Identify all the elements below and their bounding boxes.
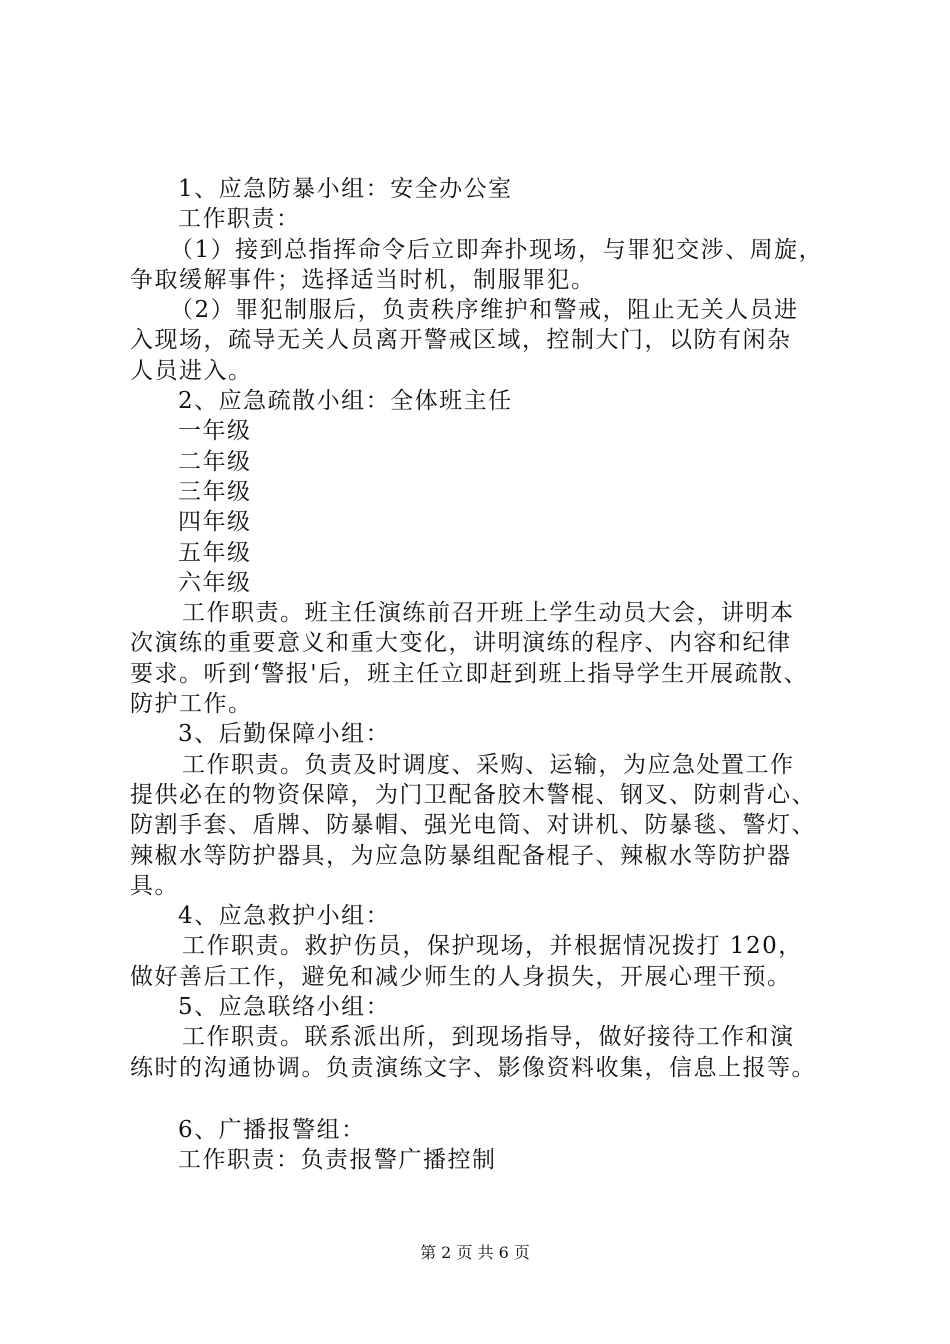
paragraph-line: （1）接到总指挥命令后立即奔扑现场，与罪犯交涉、周旋， [170,236,824,263]
list-item: 五年级 [178,539,252,566]
list-item: 一年级 [178,418,252,445]
paragraph-line: 工作职责。联系派出所，到现场指导，做好接待工作和演 [182,1024,795,1051]
paragraph-line: 辣椒水等防护器具，为应急防暴组配备棍子、辣椒水等防护器 [130,842,792,869]
list-item: 三年级 [178,478,252,505]
section-heading: 3、后勤保障小组： [178,721,391,748]
section-heading: 1、应急防暴小组：安全办公室 [178,176,513,202]
section-heading: 5、应急联络小组： [178,994,391,1021]
paragraph-line: （2）罪犯制服后，负责秩序维护和警戒，阻止无关人员进 [170,297,799,324]
paragraph-line: 工作职责。负责及时调度、采购、运输，为应急处置工作 [182,751,795,778]
paragraph-line: 入现场，疏导无关人员离开警戒区域，控制大门，以防有闲杂 [130,327,792,354]
list-item: 二年级 [178,448,252,475]
paragraph-line: 要求。听到‘警报'后，班主任立即赶到班上指导学生开展疏散、 [130,660,809,687]
section-heading: 6、广播报警组： [178,1116,366,1143]
paragraph-line: 工作职责：负责报警广播控制 [178,1147,497,1174]
paragraph-line: 人员进入。 [130,357,253,384]
section-heading: 2、应急疏散小组：全体班主任 [178,388,513,415]
paragraph-line: 次演练的重要意义和重大变化，讲明演练的程序、内容和纪律 [130,630,792,657]
paragraph-gap [130,1083,845,1115]
paragraph-line: 工作职责。救护伤员，保护现场，并根据情况拨打 120， [182,933,803,960]
paragraph-line: 做好善后工作，避免和减少师生的人身损失，开展心理干预。 [130,963,792,990]
paragraph-line: 争取缓解事件；选择适当时机，制服罪犯。 [130,266,596,293]
paragraph-line: 具。 [130,872,179,899]
paragraph-line: 工作职责： [178,206,301,233]
document-body [130,174,845,1176]
paragraph-line: 练时的沟通协调。负责演练文字、影像资料收集，信息上报等。 [130,1054,816,1081]
section-heading: 4、应急救护小组： [178,903,391,930]
list-item: 四年级 [178,509,252,536]
paragraph-line: 防护工作。 [130,691,253,718]
paragraph-line: 工作职责。班主任演练前召开班上学生动员大会，讲明本 [182,600,795,627]
list-item: 六年级 [178,569,252,596]
paragraph-line: 防割手套、盾牌、防暴帽、强光电筒、对讲机、防暴毯、警灯、 [130,812,816,839]
page-number-footer: 第 2 页 共 6 页 [420,1243,530,1262]
paragraph-line: 提供必在的物资保障，为门卫配备胶木警棍、钢叉、防刺背心、 [130,781,816,808]
